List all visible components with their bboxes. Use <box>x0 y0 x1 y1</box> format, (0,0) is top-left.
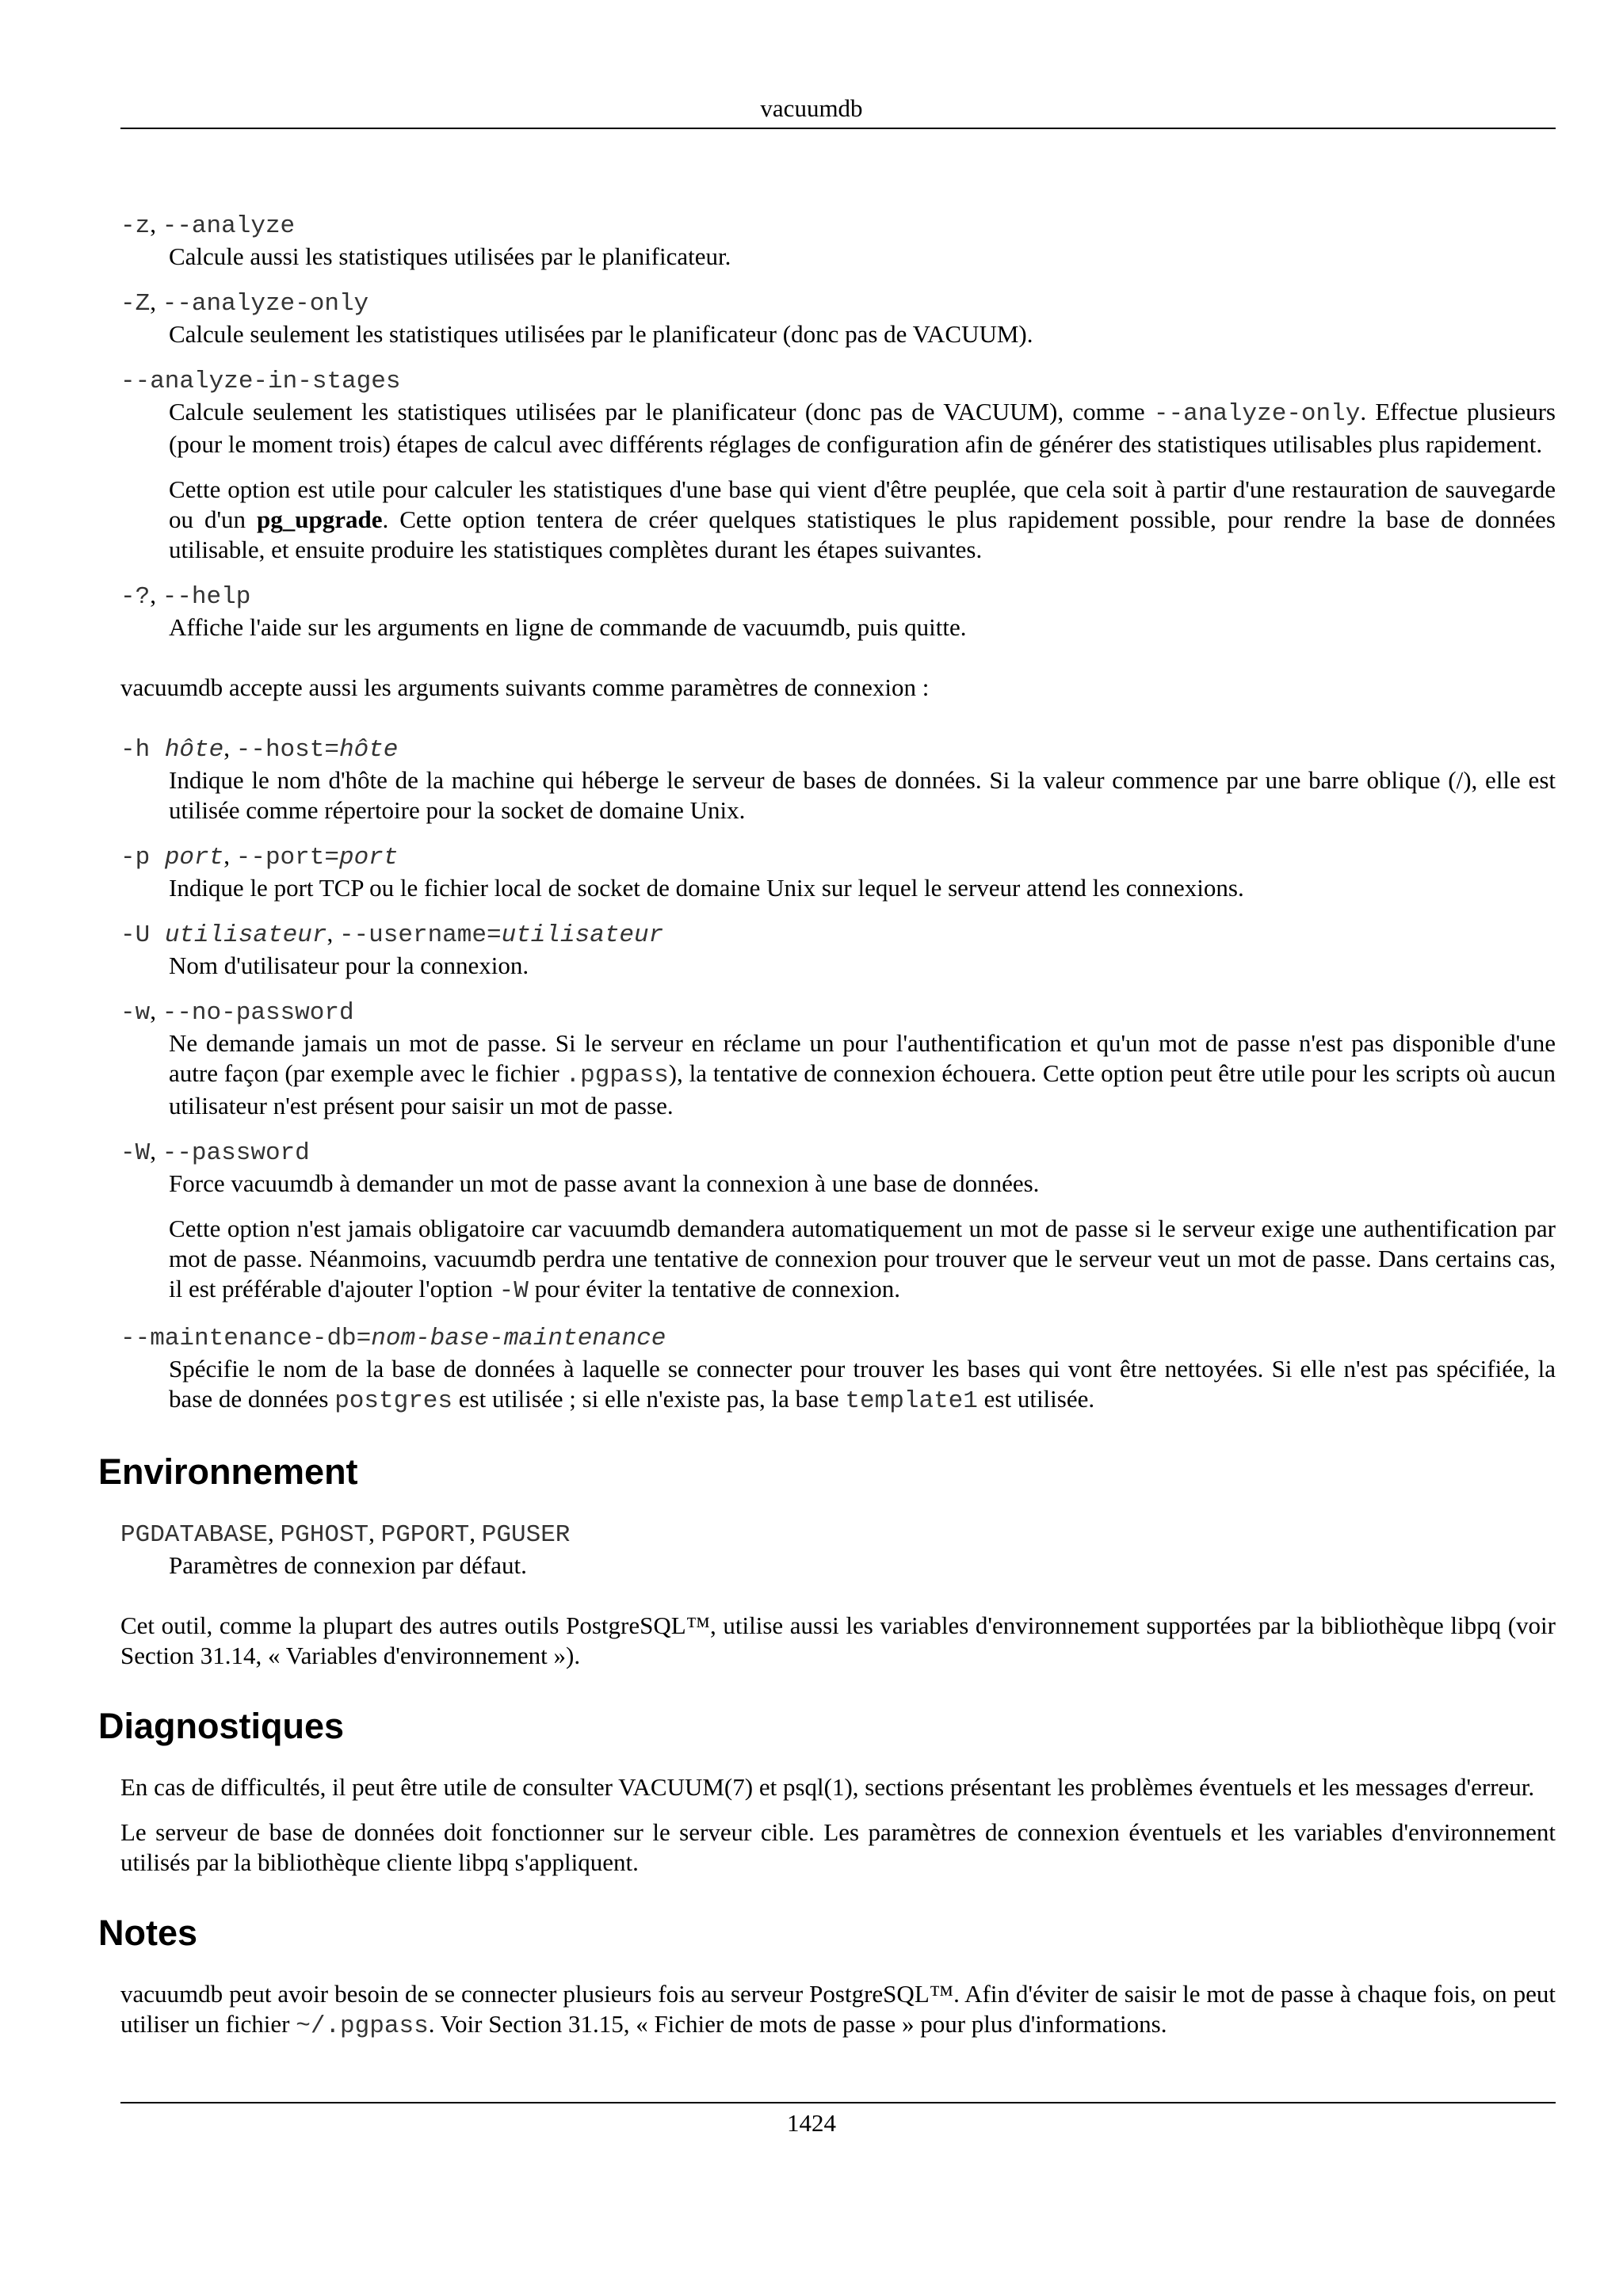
text-run: , <box>150 210 162 238</box>
bold-text: pg_upgrade <box>257 505 383 533</box>
option-term <box>120 918 1556 951</box>
text-run: ), la tentative de connexion échouera. Cette option peut être utile pour les scripts où aucun utilisateur n'est présent pour saisir un mot de passe. <box>169 1059 1556 1119</box>
option-description: Calcule seulement les statistiques utilisées par le planificateur (donc pas de VACUUM). <box>169 320 1033 348</box>
code-literal: PGDATABASE <box>120 1521 269 1549</box>
option-description <box>169 397 1556 460</box>
option-term <box>120 1136 1556 1169</box>
code-literal: --no-password <box>162 999 354 1027</box>
code-literal: template1 <box>845 1387 978 1415</box>
section-heading-diagnostiques: Diagnostiques <box>98 1706 345 1746</box>
text-run: . Effectue plusieurs (pour le moment trois) étapes de calcul avec différents réglages de configuration afin de générer des statistiques utilisables plus rapidement. <box>169 398 1556 458</box>
text-run: Indique le nom d'hôte de la machine qui héberge le serveur de bases de données. Si la valeur commence par une barre oblique (/), elle est utilisée comme répertoire pour la socket de domaine Unix. <box>169 766 1556 824</box>
code-literal: ~/.pgpass <box>296 2012 429 2040</box>
env-variables-term <box>120 1518 1556 1550</box>
code-literal: --help <box>162 583 251 611</box>
diag-paragraph-1: En cas de difficultés, il peut être utile de consulter VACUUM(7) et psql(1), sections présentant les problèmes éventuels et les messages d'erreur. <box>120 1773 1535 1801</box>
notes-paragraph <box>120 1979 1556 2042</box>
code-literal: -U <box>120 921 165 949</box>
env-variables-desc: Paramètres de connexion par défaut. <box>169 1551 527 1579</box>
argument-placeholder: utilisateur <box>501 921 664 949</box>
code-literal: -z <box>120 212 151 240</box>
text-run: . Cette option tentera de créer quelques statistiques le plus rapidement possible, pour rendre la base de données utilisable, et ensuite produire les statistiques complètes durant les étapes suivantes. <box>169 505 1556 563</box>
option-description <box>169 1214 1556 1306</box>
text-run: est utilisée ; si elle n'existe pas, la base <box>453 1385 846 1413</box>
code-literal: -w <box>120 999 151 1027</box>
code-literal: -W <box>120 1139 151 1167</box>
text-run: pour éviter la tentative de connexion. <box>528 1275 900 1302</box>
env-variables-entry <box>120 1518 1556 1581</box>
text-run: Cette option n'est jamais obligatoire car vacuumdb demandera automatiquement un mot de passe si le serveur exige une authentification par mot de passe. Néanmoins, vacuumdb perdra une tentative de connexion pour trouver que le serveur veut un mot de passe. Dans certains cas, il est préférable d'ajouter l'option <box>169 1215 1556 1302</box>
section-heading-notes: Notes <box>98 1913 198 1953</box>
text-run: . Voir Section 31.15, « Fichier de mots de passe » pour plus d'informations. <box>428 2010 1167 2038</box>
code-literal: --analyze-only <box>1153 400 1361 428</box>
option-entry <box>120 733 1556 826</box>
argument-placeholder: port <box>338 844 399 871</box>
code-literal: PGPORT <box>380 1521 470 1549</box>
option-term <box>120 841 1556 873</box>
header-rule <box>120 128 1556 129</box>
text-run: , <box>223 734 236 761</box>
option-term <box>120 580 1556 612</box>
text-run: , <box>268 1519 281 1547</box>
code-literal: .pgpass <box>565 1062 669 1089</box>
text-run: , <box>327 919 339 947</box>
diag-paragraph-2: Le serveur de base de données doit fonctionner sur le serveur cible. Les paramètres de connexion éventuels et les variables d'environnement utilisés par la bibliothèque cliente libpq s'appliquent. <box>120 1818 1556 1876</box>
code-literal: --analyze-only <box>162 290 369 318</box>
option-term <box>120 1322 1556 1354</box>
text-run: Nom d'utilisateur pour la connexion. <box>169 952 529 979</box>
option-term <box>120 287 1556 319</box>
option-description: Calcule aussi les statistiques utilisées par le planificateur. <box>169 242 731 270</box>
text-run: vacuumdb peut avoir besoin de se connecter plusieurs fois au serveur PostgreSQL™. Afin d'éviter de saisir le mot de passe à chaque fois, on peut utiliser un fichier <box>120 1980 1556 2038</box>
text-run: Cette option est utile pour calculer les statistiques d'une base qui vient d'être peuplée, que cela soit à partir d'une restauration de sauvegarde ou d'un <box>169 475 1556 533</box>
option-entry <box>120 580 1556 643</box>
option-description <box>169 1028 1556 1121</box>
code-literal: -W <box>498 1277 529 1305</box>
code-literal: --analyze <box>162 212 296 240</box>
option-description: Affiche l'aide sur les arguments en ligne de commande de vacuumdb, puis quitte. <box>169 613 967 641</box>
page-content <box>98 209 1556 2057</box>
text-run: , <box>469 1519 482 1547</box>
text-run: , <box>223 841 236 869</box>
option-term <box>120 733 1556 765</box>
code-literal: --host= <box>235 736 339 764</box>
text-run: , <box>369 1519 381 1547</box>
option-entry <box>120 209 1556 272</box>
options-list <box>120 209 1556 643</box>
code-literal: -p <box>120 844 165 871</box>
option-entry <box>120 918 1556 981</box>
connection-options-list <box>120 733 1556 1417</box>
text-run: , <box>150 997 162 1024</box>
code-literal: -Z <box>120 290 151 318</box>
argument-placeholder: utilisateur <box>164 921 327 949</box>
option-entry <box>120 287 1556 349</box>
code-literal: --password <box>162 1139 310 1167</box>
code-literal: --analyze-in-stages <box>120 368 401 395</box>
code-literal: postgres <box>334 1387 453 1415</box>
argument-placeholder: hôte <box>338 736 399 764</box>
text-run: Ne demande jamais un mot de passe. Si le serveur en réclame un pour l'authentification et qu'un mot de passe n'est pas disponible d'une autre façon (par exemple avec le fichier <box>169 1029 1556 1087</box>
option-term <box>120 364 1556 397</box>
section-heading-environnement: Environnement <box>98 1451 358 1492</box>
env-paragraph: Cet outil, comme la plupart des autres outils PostgreSQL™, utilise aussi les variables d'environnement supportées par la bibliothèque libpq (voir Section 31.14, « Variables d'environnement »). <box>120 1611 1556 1669</box>
option-entry <box>120 364 1556 565</box>
argument-placeholder: port <box>164 844 224 871</box>
text-run: , <box>150 1137 162 1165</box>
option-description <box>169 873 1556 903</box>
option-entry <box>120 1322 1556 1417</box>
option-description <box>169 1354 1556 1417</box>
code-literal: --username= <box>338 921 502 949</box>
code-literal: -h <box>120 736 165 764</box>
page-number: 1424 <box>787 2109 836 2137</box>
option-description <box>169 475 1556 565</box>
text-run: est utilisée. <box>977 1385 1095 1413</box>
option-term <box>120 209 1556 242</box>
code-literal: PGHOST <box>280 1521 369 1549</box>
text-run: , <box>150 581 162 608</box>
argument-placeholder: hôte <box>164 736 224 764</box>
option-entry <box>120 1136 1556 1306</box>
text-run: Force vacuumdb à demander un mot de passe avant la connexion à une base de données. <box>169 1169 1040 1197</box>
text-run: Indique le port TCP ou le fichier local de socket de domaine Unix sur lequel le serveur attend les connexions. <box>169 874 1244 902</box>
option-description <box>169 765 1556 826</box>
argument-placeholder: nom-base-maintenance <box>371 1325 666 1352</box>
code-literal: --port= <box>235 844 339 871</box>
page-header-title: vacuumdb <box>760 94 863 122</box>
footer-rule <box>120 2102 1556 2103</box>
option-description <box>169 951 1556 981</box>
text-run: Calcule seulement les statistiques utilisées par le planificateur (donc pas de VACUUM), comme <box>169 398 1154 425</box>
text-run: , <box>150 288 162 315</box>
option-term <box>120 996 1556 1028</box>
code-literal: PGUSER <box>481 1521 571 1549</box>
option-entry <box>120 841 1556 903</box>
code-literal: --maintenance-db= <box>120 1325 372 1352</box>
text-run: Spécifie le nom de la base de données à laquelle se connecter pour trouver les bases qui vont être nettoyées. Si elle n'est pas spécifiée, la base de données <box>169 1355 1556 1413</box>
option-entry <box>120 996 1556 1121</box>
code-literal: -? <box>120 583 151 611</box>
option-description <box>169 1169 1556 1199</box>
connection-intro: vacuumdb accepte aussi les arguments suivants comme paramètres de connexion : <box>120 673 930 701</box>
